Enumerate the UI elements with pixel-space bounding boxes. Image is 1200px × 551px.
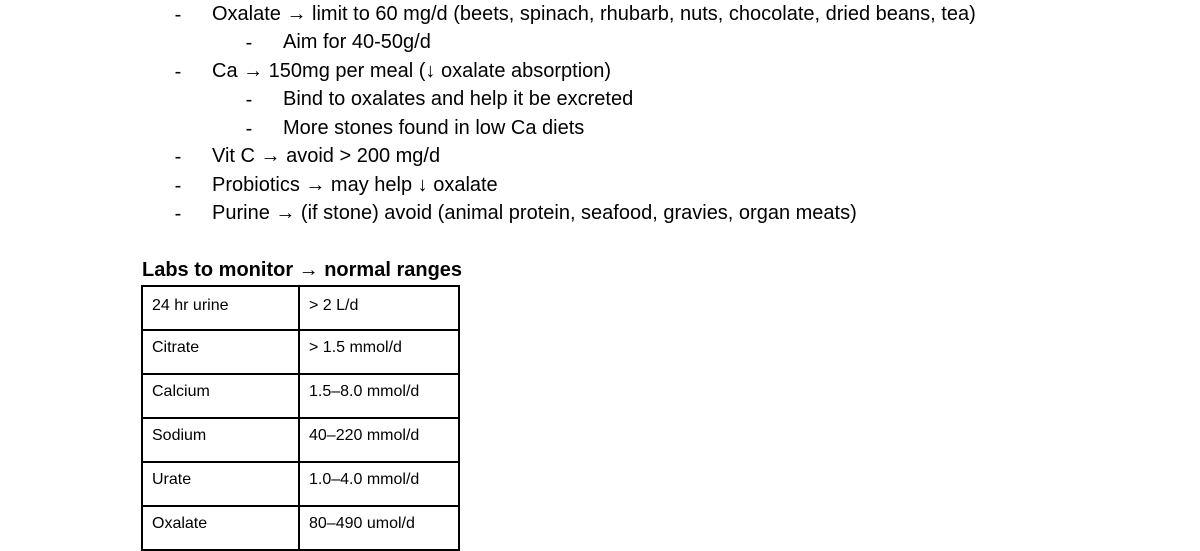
lab-range: > 1.5 mmol/d <box>309 339 402 356</box>
lab-name-cell <box>142 418 299 462</box>
table-row <box>142 418 459 462</box>
lab-range: 1.5–8.0 mmol/d <box>309 383 420 400</box>
list-item-calcium: Ca → 150mg per meal (↓ oxalate absorption) <box>212 60 612 82</box>
labs-table <box>141 285 460 551</box>
labs-heading: Labs to monitor → normal ranges <box>142 259 463 281</box>
bullet-dash: - <box>245 118 253 140</box>
table-row <box>142 286 459 330</box>
table-row <box>142 330 459 374</box>
lab-name: Citrate <box>152 339 200 356</box>
bullet-dash: - <box>174 61 182 83</box>
table-row <box>142 374 459 418</box>
bullet-dash: - <box>245 89 253 111</box>
list-subitem-oxalate-aim: Aim for 40-50g/d <box>283 31 431 53</box>
lab-range-cell <box>299 286 459 330</box>
lab-name-cell <box>142 506 299 550</box>
lab-range: 40–220 mmol/d <box>309 427 420 444</box>
lab-name: Calcium <box>152 383 210 400</box>
lab-name-cell <box>142 330 299 374</box>
lab-name-cell <box>142 374 299 418</box>
lab-name-cell <box>142 286 299 330</box>
bullet-dash: - <box>174 203 182 225</box>
lab-range-cell <box>299 330 459 374</box>
table-row <box>142 462 459 506</box>
list-item-vitamin-c: Vit C → avoid > 200 mg/d <box>212 145 441 167</box>
lab-range: 1.0–4.0 mmol/d <box>309 471 420 488</box>
lab-range-cell <box>299 506 459 550</box>
lab-range: 80–490 umol/d <box>309 515 415 532</box>
lab-name-cell <box>142 462 299 506</box>
lab-range-cell <box>299 462 459 506</box>
list-item-probiotics: Probiotics → may help ↓ oxalate <box>212 174 498 196</box>
lab-range-cell <box>299 374 459 418</box>
lab-name: Sodium <box>152 427 207 444</box>
list-item-purine: Purine → (if stone) avoid (animal protein, seafood, gravies, organ meats) <box>212 202 857 224</box>
bullet-dash: - <box>174 146 182 168</box>
bullet-dash: - <box>245 32 253 54</box>
list-item-oxalate: Oxalate → limit to 60 mg/d (beets, spinach, rhubarb, nuts, chocolate, dried beans, tea) <box>212 3 976 25</box>
lab-name: Oxalate <box>152 515 208 532</box>
table-row <box>142 506 459 550</box>
lab-name: Urate <box>152 471 192 488</box>
lab-name: 24 hr urine <box>152 297 229 314</box>
lab-range-cell <box>299 418 459 462</box>
lab-range: > 2 L/d <box>309 297 359 314</box>
bullet-dash: - <box>174 175 182 197</box>
bullet-dash: - <box>174 4 182 26</box>
list-subitem-calcium-bind: Bind to oxalates and help it be excreted <box>283 88 634 110</box>
list-subitem-calcium-stones: More stones found in low Ca diets <box>283 117 585 139</box>
